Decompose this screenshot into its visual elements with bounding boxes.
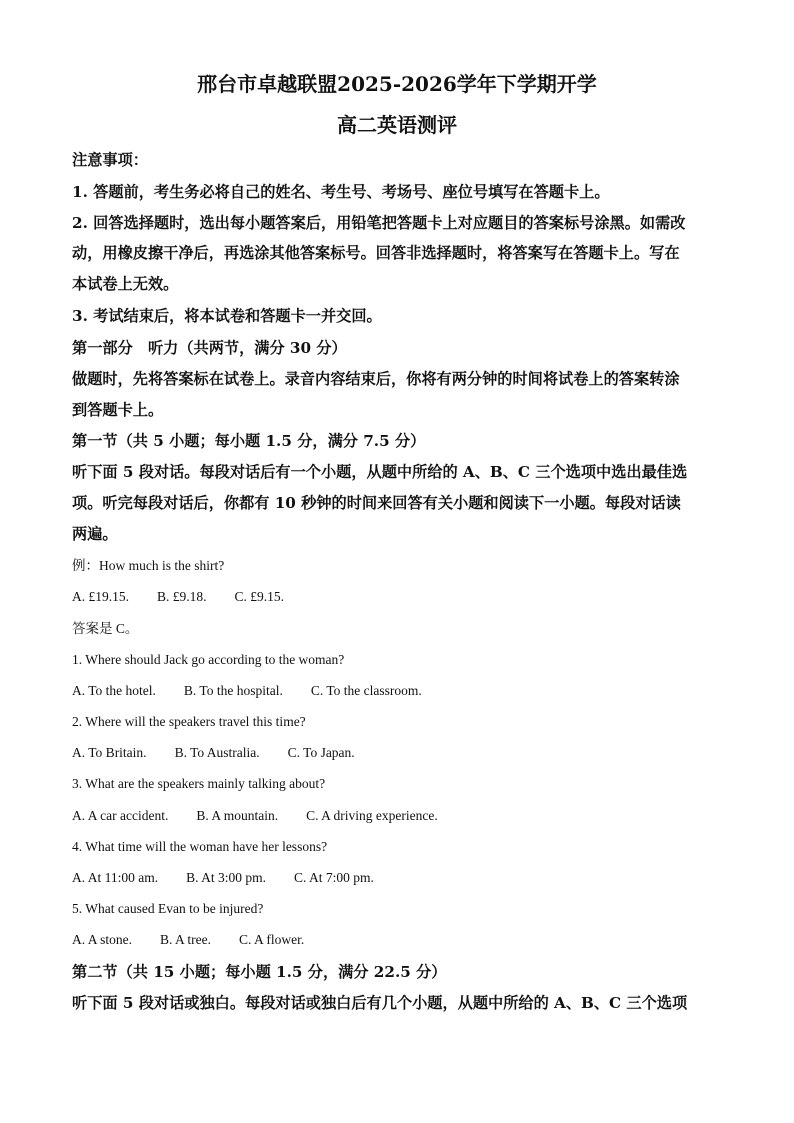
notes-item-2-line3: 本试卷上无效。: [72, 275, 179, 293]
option-a: A. At 11:00 am.: [72, 870, 159, 885]
option-a: A. To Britain.: [72, 745, 147, 760]
part1-instruction-line1: 做题时，先将答案标在试卷上。录音内容结束后，你将有两分钟的时间将试卷上的答案转涂: [72, 370, 680, 388]
section2-heading: 第二节（共 15 小题；每小题 1.5 分，满分 22.5 分）: [72, 963, 447, 981]
question-3-options: [72, 807, 732, 825]
option-c: C. At 7:00 pm.: [294, 870, 374, 885]
section1-instruction-line2: 项。听完每段对话后，你都有 10 秒钟的时间来回答有关小题和阅读下一小题。每段对话读: [72, 494, 681, 512]
section1-heading: 第一节（共 5 小题；每小题 1.5 分，满分 7.5 分）: [72, 432, 426, 450]
notes-item-2-line2: 动，用橡皮擦干净后，再选涂其他答案标号。回答非选择题时，将答案写在答题卡上。写在: [72, 244, 680, 262]
question-1-options: [72, 682, 732, 700]
question-1: 1. Where should Jack go according to the woman?: [72, 652, 345, 667]
example-answer: 答案是 C。: [72, 621, 139, 636]
option-a: A. To the hotel.: [72, 683, 156, 698]
question-5-options: [72, 931, 732, 949]
option-b: B. £9.18.: [157, 589, 207, 604]
notes-heading: 注意事项：: [72, 151, 148, 169]
option-c: C. £9.15.: [234, 589, 285, 604]
question-4-options: [72, 869, 732, 887]
example-options: [72, 588, 732, 606]
option-a: A. £19.15.: [72, 589, 129, 604]
option-b: B. At 3:00 pm.: [186, 870, 267, 885]
notes-item-2-line1: 2. 回答选择题时，选出每小题答案后，用铅笔把答题卡上对应题目的答案标号涂黑。如需改: [72, 214, 686, 232]
option-a: A. A stone.: [72, 932, 133, 947]
section2-instruction-line1: 听下面 5 段对话或独白。每段对话或独白后有几个小题，从题中所给的 A、B、C 三个选项: [72, 994, 688, 1012]
example-question: 例：How much is the shirt?: [72, 558, 225, 573]
question-2: 2. Where will the speakers travel this time?: [72, 714, 306, 729]
option-c: C. To the classroom.: [310, 683, 422, 698]
page-title-line1: 邢台市卓越联盟2025-2026学年下学期开学: [197, 72, 597, 96]
question-2-options: [72, 744, 732, 762]
option-a: A. A car accident.: [72, 808, 169, 823]
option-b: B. A tree.: [160, 932, 212, 947]
option-c: C. A driving experience.: [306, 808, 438, 823]
notes-item-3: 3. 考试结束后，将本试卷和答题卡一并交回。: [72, 307, 382, 325]
section1-instruction-line3: 两遍。: [72, 525, 118, 543]
section1-instruction-line1: 听下面 5 段对话。每段对话后有一个小题，从题中所给的 A、B、C 三个选项中选出最佳选: [72, 463, 688, 481]
question-3: 3. What are the speakers mainly talking about?: [72, 776, 326, 791]
option-c: C. A flower.: [239, 932, 305, 947]
part1-instruction-line2: 到答题卡上。: [72, 401, 164, 419]
option-b: B. To the hospital.: [183, 683, 283, 698]
option-b: B. To Australia.: [174, 745, 260, 760]
question-5: 5. What caused Evan to be injured?: [72, 901, 264, 916]
option-b: B. A mountain.: [196, 808, 279, 823]
page-title-line2: 高二英语测评: [337, 113, 457, 137]
option-c: C. To Japan.: [287, 745, 355, 760]
part1-heading: 第一部分 听力（共两节，满分 30 分）: [72, 339, 347, 357]
question-4: 4. What time will the woman have her lessons?: [72, 839, 328, 854]
notes-item-1: 1. 答题前，考生务必将自己的姓名、考生号、考场号、座位号填写在答题卡上。: [72, 183, 610, 201]
